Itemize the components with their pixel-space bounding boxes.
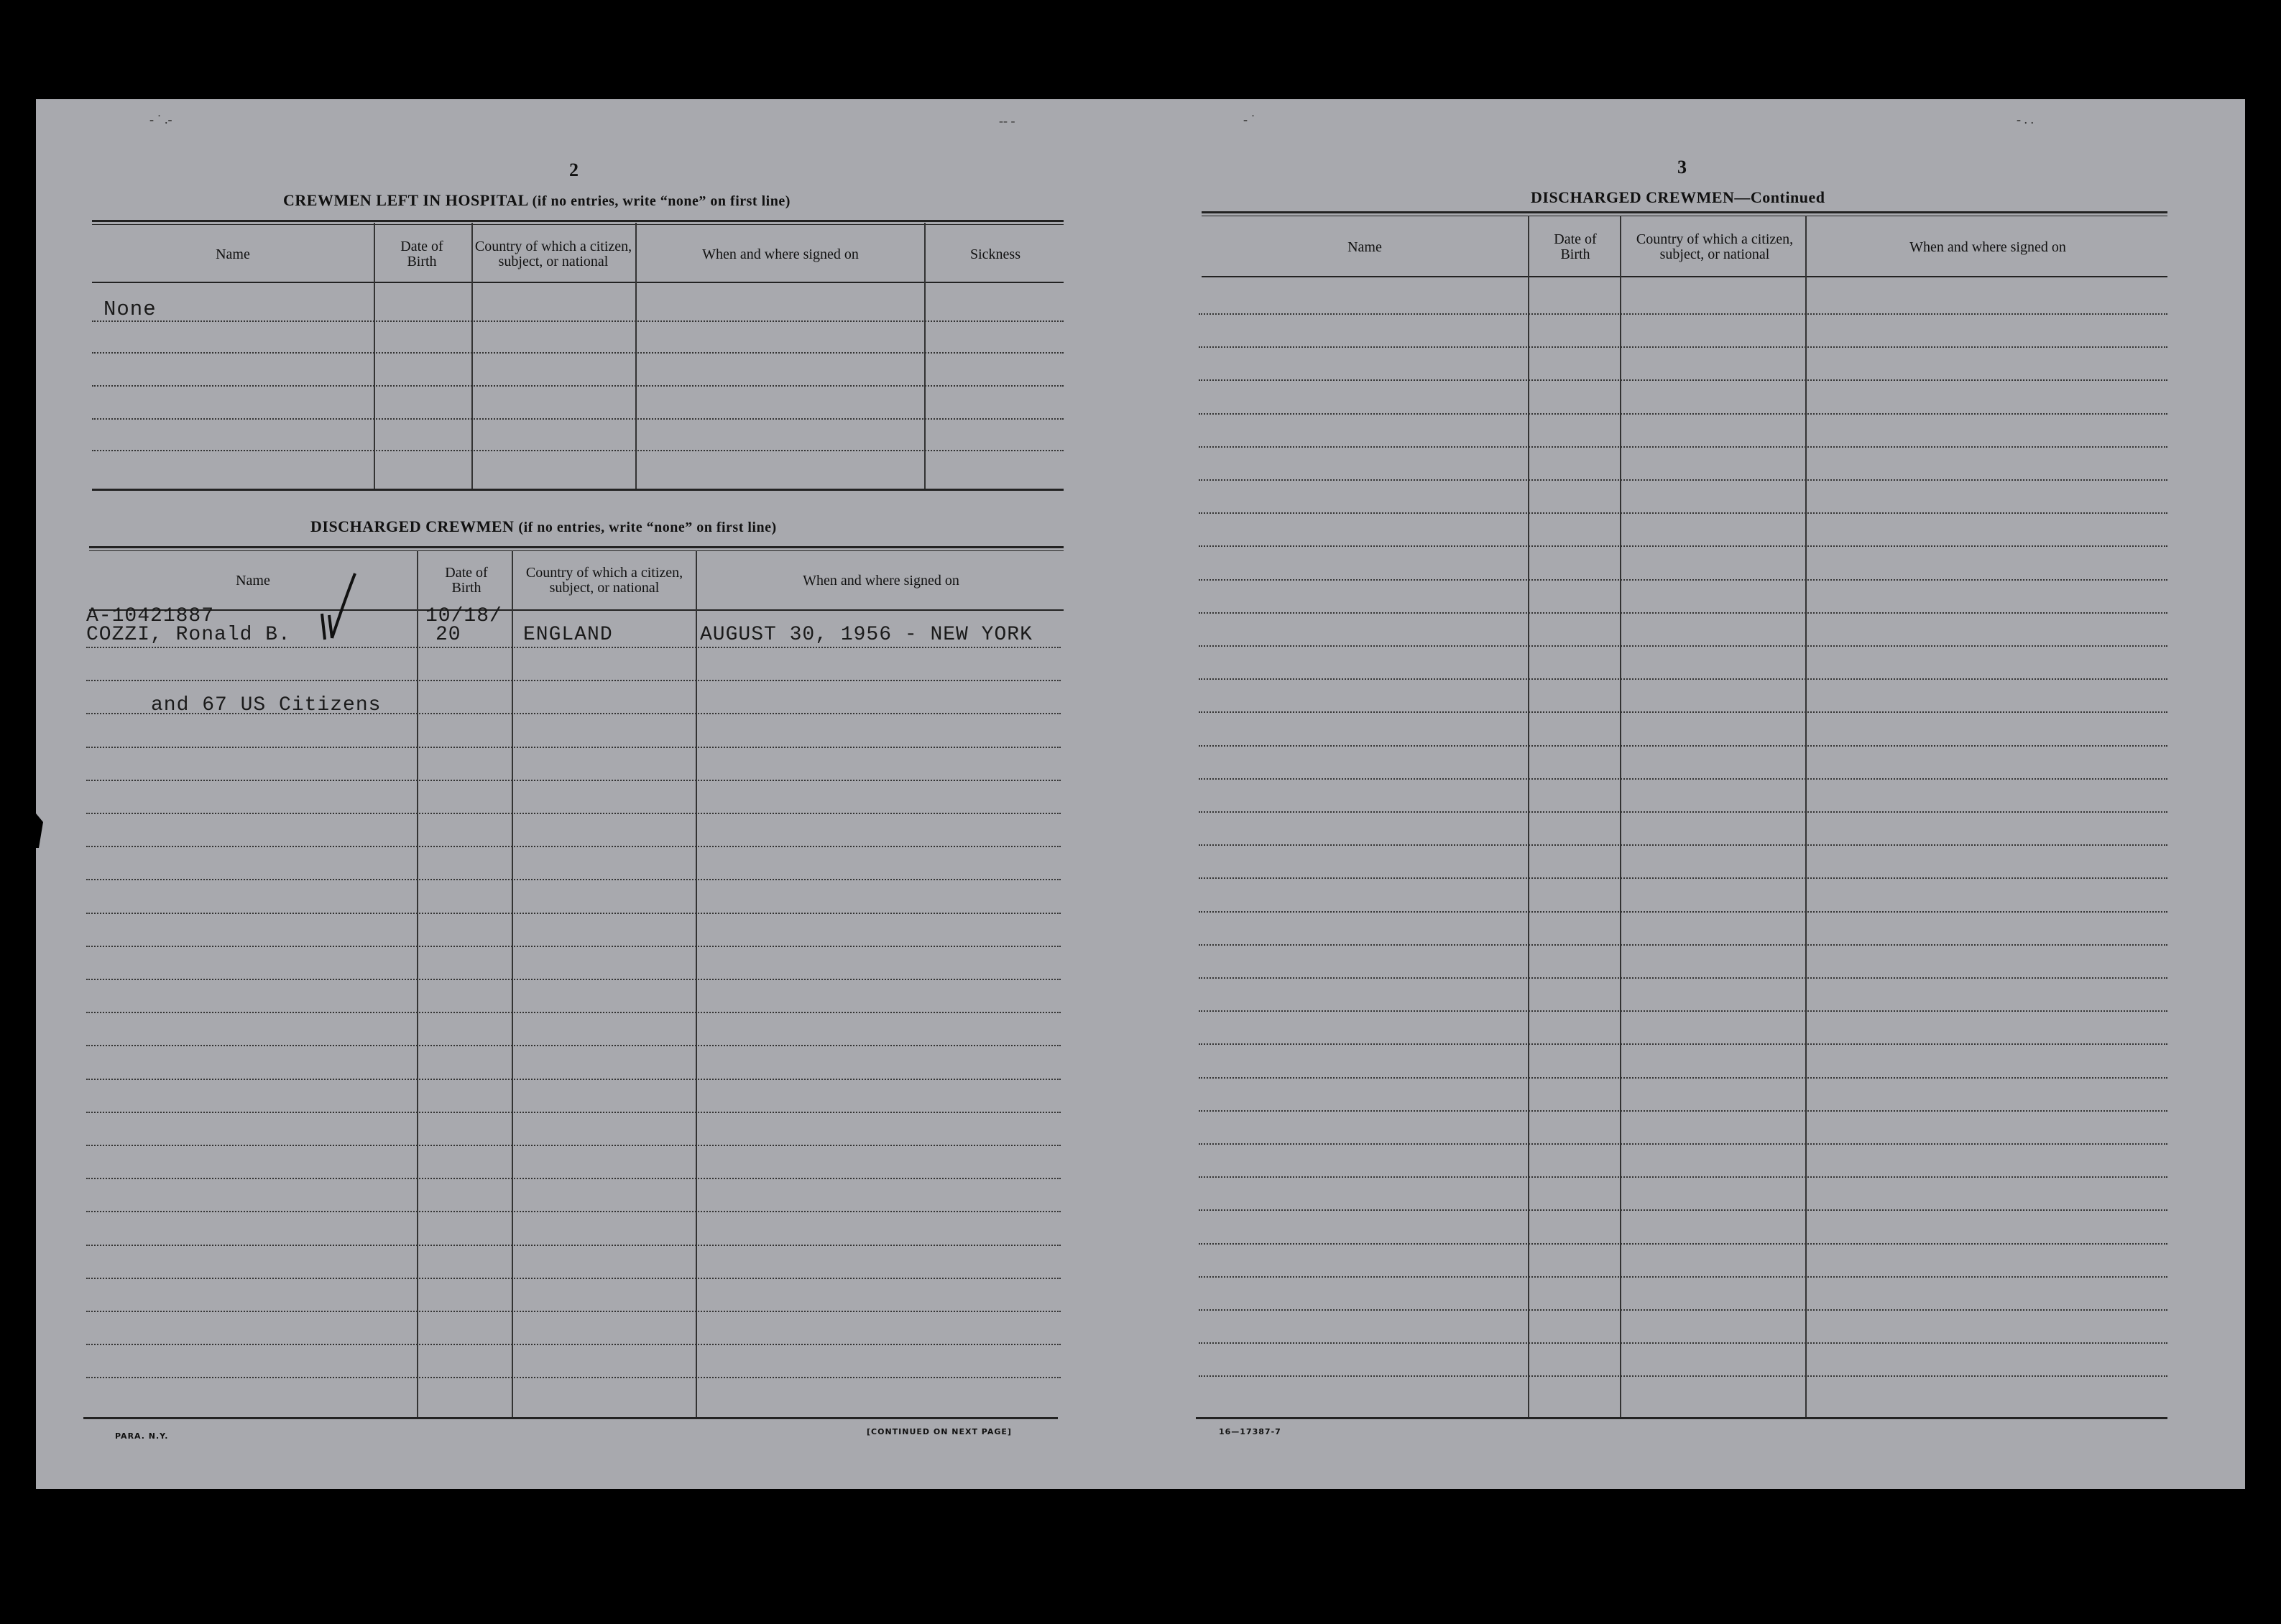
scan-mark: ‐ ˙ — [1243, 112, 1255, 126]
right-col-divider — [1805, 216, 1807, 1417]
discharged-section-title — [310, 517, 777, 536]
discharged-header-rule — [89, 609, 1064, 611]
hospital-col-sickness: Sickness — [970, 246, 1020, 262]
table-row-line — [1199, 1077, 2167, 1079]
table-row-line — [1199, 579, 2167, 581]
hospital-section-title — [283, 191, 791, 210]
right-col-signed: When and where signed on — [1909, 239, 2066, 255]
table-row-line — [86, 647, 1061, 648]
table-row-line — [1199, 1243, 2167, 1245]
table-row-line — [1199, 346, 2167, 348]
hospital-row-line — [92, 450, 1064, 451]
table-row-line — [86, 1045, 1061, 1046]
table-row-line — [1199, 479, 2167, 481]
table-row-line — [86, 1211, 1061, 1212]
hospital-bottom-rule — [92, 489, 1064, 491]
crewman-signed-on: AUGUST 30, 1956 - NEW YORK — [700, 624, 1033, 646]
discharged-col-country: Country of which a citizen, subject, or national — [525, 565, 683, 596]
crewman-dob-line2: 20 — [436, 624, 461, 646]
table-row-line — [1199, 612, 2167, 614]
right-bottom-rule — [1196, 1417, 2167, 1419]
table-row-line — [1199, 1176, 2167, 1178]
table-row-line — [1199, 545, 2167, 547]
table-row-line — [1199, 944, 2167, 946]
discharged-col-dob: Date of Birth — [445, 565, 488, 596]
table-row-line — [86, 879, 1061, 880]
table-row-line — [1199, 844, 2167, 846]
table-row-line — [86, 1344, 1061, 1345]
right-header-rule — [1202, 276, 2167, 277]
crewman-us-citizens-note: and 67 US Citizens — [151, 694, 382, 716]
table-row-line — [86, 1278, 1061, 1279]
footer-form-number: 16—17387-7 — [1219, 1427, 1281, 1436]
table-row-line — [1199, 911, 2167, 913]
discharged-bottom-rule — [83, 1417, 1058, 1419]
document-sheet — [36, 99, 2245, 1489]
table-row-line — [86, 979, 1061, 980]
right-top-rule — [1202, 211, 2167, 216]
table-row-line — [1199, 1276, 2167, 1278]
table-row-line — [1199, 977, 2167, 979]
table-row-line — [86, 1377, 1061, 1378]
table-row-line — [1199, 313, 2167, 315]
right-col-divider — [1528, 216, 1529, 1417]
scan-mark: ‐ . . — [2017, 112, 2034, 126]
table-row-line — [86, 1245, 1061, 1246]
hospital-col-country: Country of which a citizen, subject, or national — [474, 239, 632, 269]
table-row-line — [86, 1311, 1061, 1312]
table-row-line — [86, 1079, 1061, 1080]
table-row-line — [1199, 1375, 2167, 1377]
footer-continued: [CONTINUED ON NEXT PAGE] — [867, 1427, 1012, 1436]
page-number-right: 3 — [1677, 157, 1687, 177]
hospital-title-note: (if no entries, write “none” on first line) — [532, 193, 791, 209]
hospital-entry-none: None — [103, 297, 157, 321]
right-col-divider — [1620, 216, 1621, 1417]
table-row-line — [1199, 379, 2167, 381]
hospital-col-signed: When and where signed on — [702, 246, 859, 262]
hospital-col-dob: Date of Birth — [400, 239, 443, 269]
table-row-line — [86, 813, 1061, 814]
table-row-line — [1199, 745, 2167, 747]
hospital-row-line — [92, 352, 1064, 354]
discharged-col-signed: When and where signed on — [803, 572, 959, 589]
hospital-header-rule — [92, 282, 1064, 283]
hospital-top-rule — [92, 220, 1064, 225]
table-row-line — [1199, 645, 2167, 647]
table-row-line — [86, 747, 1061, 748]
table-row-line — [86, 1178, 1061, 1179]
discharged-col-name: Name — [236, 572, 270, 589]
hospital-col-name: Name — [216, 246, 250, 262]
table-row-line — [86, 780, 1061, 781]
crewman-name: COZZI, Ronald B. — [86, 624, 291, 646]
table-row-line — [86, 1145, 1061, 1146]
table-row-line — [1199, 811, 2167, 813]
crewman-id-number: A-10421887 — [86, 605, 215, 627]
table-row-line — [1199, 1110, 2167, 1112]
table-row-line — [1199, 877, 2167, 879]
table-row-line — [1199, 446, 2167, 448]
table-row-line — [1199, 1143, 2167, 1145]
discharged-title-text: DISCHARGED CREWMEN — [310, 517, 515, 535]
table-row-line — [86, 913, 1061, 914]
right-col-dob: Date of Birth — [1554, 231, 1597, 262]
table-row-line — [1199, 1010, 2167, 1012]
table-row-line — [86, 1112, 1061, 1113]
table-row-line — [1199, 512, 2167, 514]
table-row-line — [86, 1012, 1061, 1013]
table-row-line — [1199, 1043, 2167, 1045]
table-row-line — [1199, 678, 2167, 680]
right-col-name: Name — [1347, 239, 1382, 255]
table-row-line — [1199, 1342, 2167, 1344]
crewman-dob-line1: 10/18/ — [425, 605, 502, 627]
table-row-line — [1199, 1309, 2167, 1311]
checkmark-icon — [316, 571, 359, 642]
discharged-title-note: (if no entries, write “none” on first line) — [518, 520, 777, 535]
hospital-row-line — [92, 320, 1064, 322]
discharged-top-rule — [89, 546, 1064, 551]
page-number-left: 2 — [569, 160, 579, 180]
table-row-line — [86, 680, 1061, 681]
table-row-line — [1199, 711, 2167, 713]
hospital-title-text: CREWMEN LEFT IN HOSPITAL — [283, 191, 528, 209]
discharged-continued-title: DISCHARGED CREWMEN—Continued — [1531, 188, 1825, 206]
table-row-line — [86, 846, 1061, 847]
table-row-line — [1199, 778, 2167, 780]
right-col-country: Country of which a citizen, subject, or national — [1636, 231, 1794, 262]
hospital-row-line — [92, 418, 1064, 420]
scan-mark: ‐ ˙ .‐ — [149, 112, 172, 126]
table-row-line — [86, 946, 1061, 947]
footer-printer: PARA. N.Y. — [115, 1431, 169, 1441]
scan-mark: ‐‐ ‐ — [999, 114, 1015, 128]
table-row-line — [1199, 1209, 2167, 1211]
table-row-line — [1199, 413, 2167, 415]
hospital-row-line — [92, 385, 1064, 387]
crewman-country: ENGLAND — [523, 624, 613, 646]
